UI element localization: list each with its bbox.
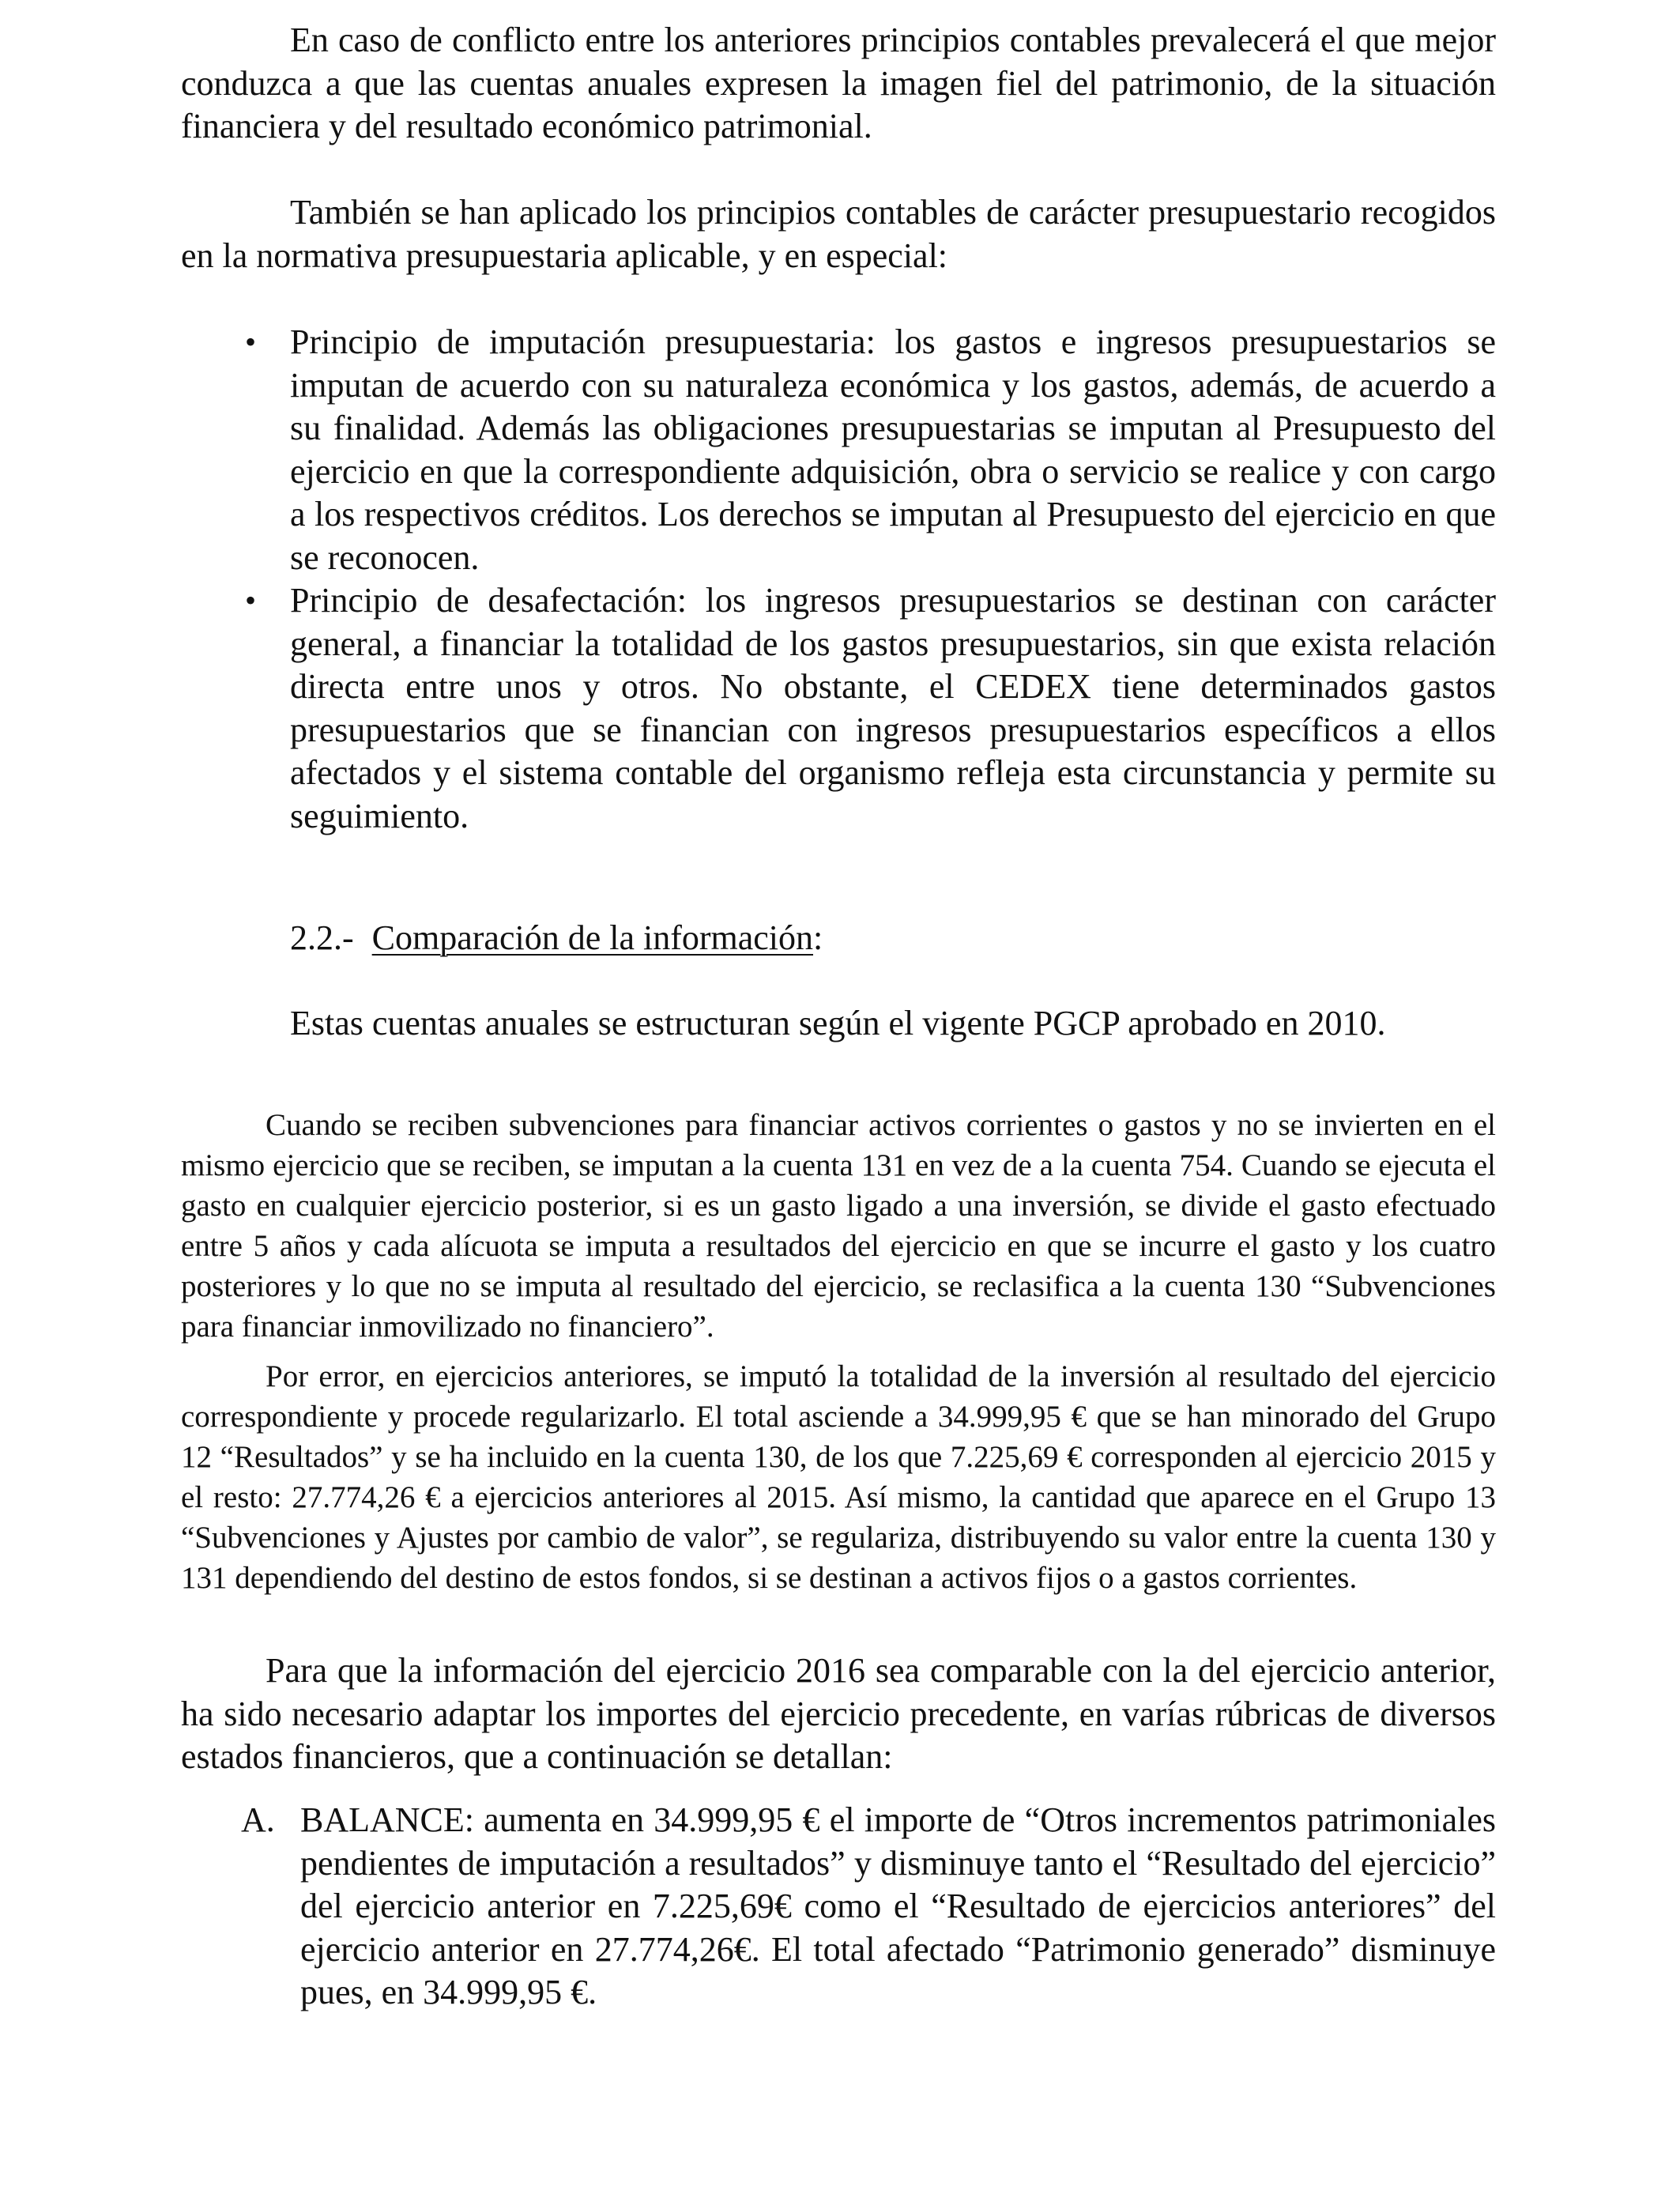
section-colon: :	[813, 918, 823, 957]
paragraph-subvenciones: Cuando se reciben subvenciones para financiar activos corrientes o gastos y no se invierten en el mismo ejercicio que se reciben, se imputan a la cuenta 131 en vez de a la cuenta 754. Cuando se ejecuta el gasto en cualquier ejercicio posterior, si es un gasto ligado a una inversión, se divide el gasto efectuado entre 5 años y cada alícuota se imputa a resultados del ejercicio en que se incurre el gasto y los cuatro posteriores y lo que no se imputa al resultado del ejercicio, se reclasifica a la cuenta 130 “Subvenciones para financiar inmovilizado no financiero”.	[181, 1108, 1496, 1344]
section-heading	[290, 917, 823, 960]
section-number: 2.2.-	[290, 918, 354, 957]
section-title: Comparación de la información	[371, 918, 814, 957]
paragraph-comparability: Para que la información del ejercicio 2016 sea comparable con la del ejercicio anterior, ha sido necesario adaptar los importes del ejercicio precedente, en varías rúbricas de diversos estados financieros, que a continuación se detallan:	[181, 1651, 1496, 1776]
bullet-icon: •	[245, 582, 257, 618]
bullet-text-desafectacion: Principio de desafectación: los ingresos presupuestarios se destinan con carácter general, a financiar la totalidad de los gastos presupuestarios, sin que exista relación directa entre unos y otros. No obstante, el CEDEX tiene determinados gastos presupuestarios que se financian con ingresos presupuestarios específicos a ellos afectados y el sistema contable del organismo refleja esta circunstancia y permite su seguimiento.	[290, 581, 1496, 835]
bullet-icon: •	[245, 324, 257, 360]
bullet-text-imputation: Principio de imputación presupuestaria: los gastos e ingresos presupuestarios se imputan de acuerdo con su naturaleza económica y los gastos, además, de acuerdo a su finalidad. Además las obligaciones presupuestarias se imputan al Presupuesto del ejercicio en que la correspondiente adquisición, obra o servicio se realice y con cargo a los respectivos créditos. Los derechos se imputan al Presupuesto del ejercicio en que se reconocen.	[290, 322, 1496, 577]
list-marker: A.	[241, 1800, 275, 1839]
paragraph-budget-principles: También se han aplicado los principios contables de carácter presupuestario recogidos en la normativa presupuestaria aplicable, y en especial:	[181, 193, 1496, 275]
list-item-balance: BALANCE: aumenta en 34.999,95 € el importe de “Otros incrementos patrimoniales pendientes de imputación a resultados” y disminuye tanto el “Resultado del ejercicio” del ejercicio anterior en 7.225,69€ como el “Resultado de ejercicios anteriores” del ejercicio anterior en 27.774,26€. El total afectado “Patrimonio generado” disminuye pues, en 34.999,95 €.	[300, 1800, 1496, 2011]
paragraph-pgcp: Estas cuentas anuales se estructuran según el vigente PGCP aprobado en 2010.	[290, 1004, 1386, 1042]
paragraph-principles-conflict: En caso de conflicto entre los anteriores principios contables prevalecerá el que mejor conduzca a que las cuentas anuales expresen la imagen fiel del patrimonio, de la situación financiera y del resultado económico patrimonial.	[181, 21, 1496, 145]
paragraph-error-regularization: Por error, en ejercicios anteriores, se imputó la totalidad de la inversión al resultado del ejercicio correspondiente y procede regularizarlo. El total asciende a 34.999,95 € que se han minorado del Grupo 12 “Resultados” y se ha incluido en la cuenta 130, de los que 7.225,69 € corresponden al ejercicio 2015 y el resto: 27.774,26 € a ejercicios anteriores al 2015. Así mismo, la cantidad que aparece en el Grupo 13 “Subvenciones y Ajustes por cambio de valor”, se regulariza, distribuyendo su valor entre la cuenta 130 y 131 dependiendo del destino de estos fondos, si se destinan a activos fijos o a gastos corrientes.	[181, 1359, 1496, 1595]
